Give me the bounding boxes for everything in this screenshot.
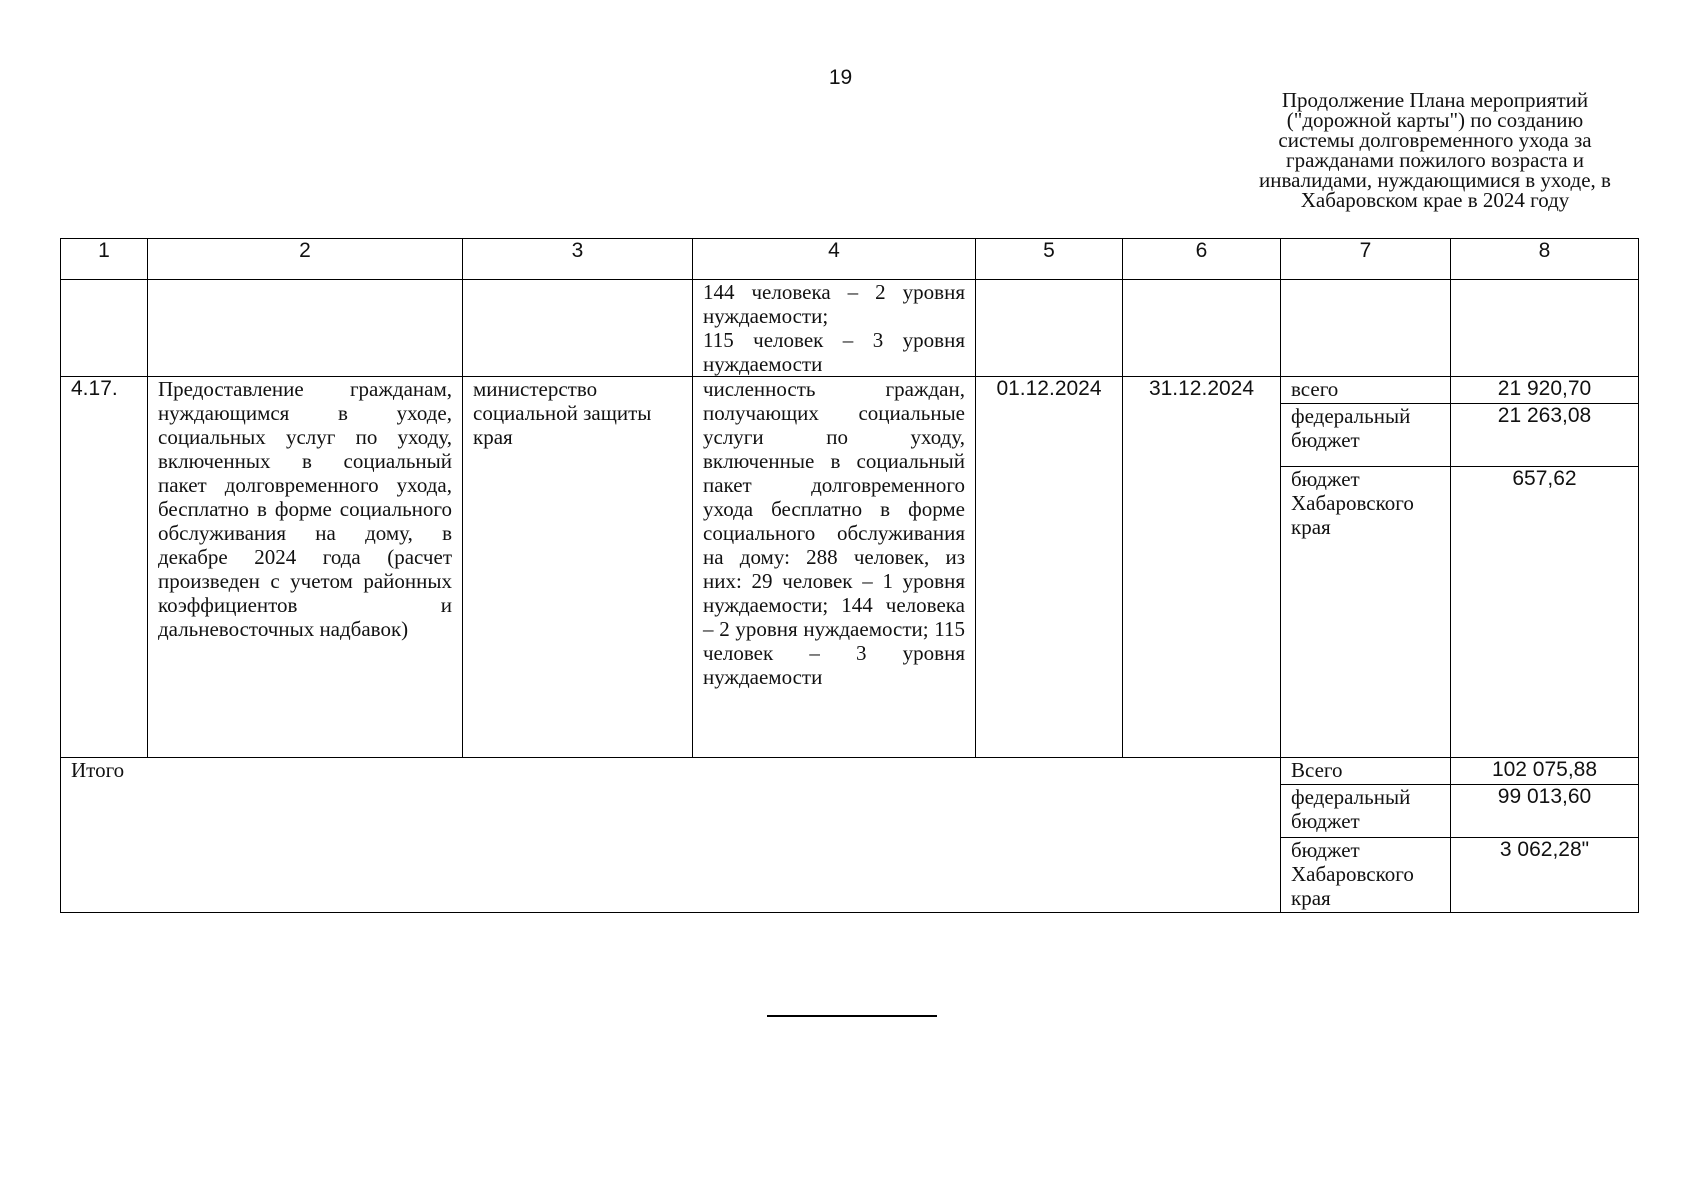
funding-amount: 21 263,08	[1451, 404, 1639, 467]
funding-amount: 21 920,70	[1451, 377, 1639, 404]
total-funding-source: бюджет Хабаровского края	[1281, 838, 1451, 913]
table-cell	[463, 280, 693, 377]
column-header: 8	[1451, 239, 1639, 280]
total-label: Итого	[61, 758, 1281, 913]
funding-amount: 657,62	[1451, 467, 1639, 758]
funding-source: федеральный бюджет	[1281, 404, 1451, 467]
start-date: 01.12.2024	[976, 377, 1123, 758]
indicator-line: нуждаемости	[703, 352, 823, 376]
table-header-row	[61, 239, 1639, 280]
end-of-document-rule	[767, 1015, 937, 1017]
indicator-line: 144 человека – 2 уровня	[703, 280, 965, 304]
table-cell	[61, 280, 148, 377]
table-cell	[148, 280, 463, 377]
total-funding-source: Всего	[1281, 758, 1451, 785]
table-cell	[1123, 280, 1281, 377]
table-row-4-17	[61, 377, 1639, 404]
column-header: 2	[148, 239, 463, 280]
column-header: 4	[693, 239, 976, 280]
column-header: 3	[463, 239, 693, 280]
funding-source: бюджет Хабаровского края	[1281, 467, 1451, 758]
column-header: 5	[976, 239, 1123, 280]
total-funding-source: федеральный бюджет	[1281, 785, 1451, 838]
indicator-line: 115 человек – 3 уровня	[703, 328, 965, 352]
continuation-row	[61, 280, 1639, 377]
heading-line: Продолжение Плана мероприятий	[1281, 88, 1589, 112]
row-number: 4.17.	[61, 377, 148, 758]
total-funding-amount: 99 013,60	[1451, 785, 1639, 838]
page-number: 19	[828, 66, 853, 89]
document-heading	[1225, 90, 1645, 210]
continued-indicator-cell	[693, 280, 976, 377]
heading-line: Хабаровском крае в 2024 году	[1300, 188, 1570, 212]
funding-source: всего	[1281, 377, 1451, 404]
end-date: 31.12.2024	[1123, 377, 1281, 758]
indicator-line: нуждаемости;	[703, 304, 829, 328]
heading-line: ("дорожной карты") по созданию	[1286, 108, 1584, 132]
indicator-description: численность граждан, получающих социальные услуги по уходу, включенные в социальный пакет долговременного ухода бесплатно в форме социального обслуживания на дому: 288 человек, из них: 29 человек – 1 уровня нуждаемости; 144 человека – 2 уровня нуждаемости; 115 человек – 3 уровня нуждаемости	[693, 377, 976, 758]
heading-line: системы долговременного ухода за	[1278, 128, 1592, 152]
table-cell	[1281, 280, 1451, 377]
total-funding-amount: 3 062,28"	[1451, 838, 1639, 913]
column-header: 6	[1123, 239, 1281, 280]
measure-description: Предоставление гражданам, нуждающимся в уходе, социальных услуг по уходу, включенных в социальный пакет долговременного ухода, бесплатно в форме социального обслуживания на дому, в декабре 2024 года (расчет произведен с учетом районных коэффициентов и дальневосточных надбавок)	[148, 377, 463, 758]
heading-line: гражданами пожилого возраста и	[1285, 148, 1585, 172]
total-funding-amount: 102 075,88	[1451, 758, 1639, 785]
column-header: 1	[61, 239, 148, 280]
plan-table	[60, 238, 1639, 913]
column-header: 7	[1281, 239, 1451, 280]
table-cell	[1451, 280, 1639, 377]
responsible-executor: министерство социальной защиты края	[463, 377, 693, 758]
heading-line: инвалидами, нуждающимися в уходе, в	[1259, 168, 1611, 192]
total-row	[61, 758, 1639, 785]
table-cell	[976, 280, 1123, 377]
